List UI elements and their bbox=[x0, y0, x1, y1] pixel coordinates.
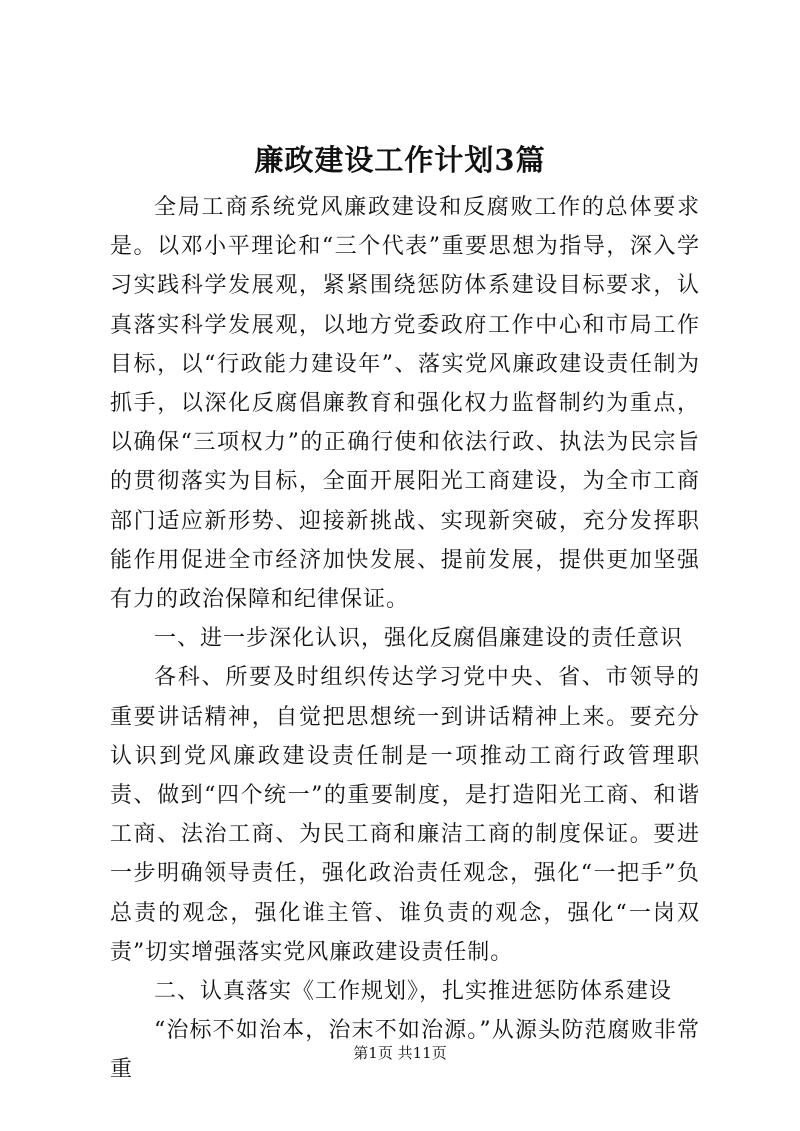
section-heading-2: 二、认真落实《工作规划》，扎实推进惩防体系建设 bbox=[154, 979, 673, 1005]
paragraph-intro: 全局工商系统党风廉政建设和反腐败工作的总体要求是。以邓小平理论和“三个代表”重要思想为指导，深入学习实践科学发展观，紧紧围绕惩防体系建设目标要求，认真落实科学发展观，以地方党委政府工作中心和市局工作目标，以“行政能力建设年”、落实党风廉政建设责任制为抓手，以深化反腐倡廉教育和强化权力监督制约为重点，以确保“三项权力”的正确行使和依法行政、执法为民宗旨的贯彻落实为目标，全面开展阳光工商建设，为全市工商部门适应新形势、迎接新挑战、实现新突破，充分发挥职能作用促进全市经济加快发展、提前发展，提供更加坚强有力的政治保障和纪律保证。 bbox=[110, 195, 700, 613]
section-heading-1: 一、进一步深化认识，强化反腐倡廉建设的责任意识 bbox=[154, 626, 684, 652]
document-title: 廉政建设工作计划3篇 bbox=[254, 143, 546, 177]
page-number: 第1页 共11页 bbox=[353, 1044, 447, 1062]
document-body bbox=[110, 188, 700, 1090]
paragraph-section-2: “治标不如治本，治末不如治源。”从源头防范腐败非常重 bbox=[110, 1018, 700, 1083]
paragraph-section-1: 各科、所要及时组织传达学习党中央、省、市领导的重要讲话精神，自觉把思想统一到讲话精神上来。要充分认识到党风廉政建设责任制是一项推动工商行政管理职责、做到“四个统一”的重要制度，是打造阳光工商、和谐工商、法治工商、为民工商和廉洁工商的制度保证。要进一步明确领导责任，强化政治责任观念，强化“一把手”负总责的观念，强化谁主管、谁负责的观念，强化“一岗双责”切实增强落实党风廉政建设责任制。 bbox=[110, 665, 700, 965]
